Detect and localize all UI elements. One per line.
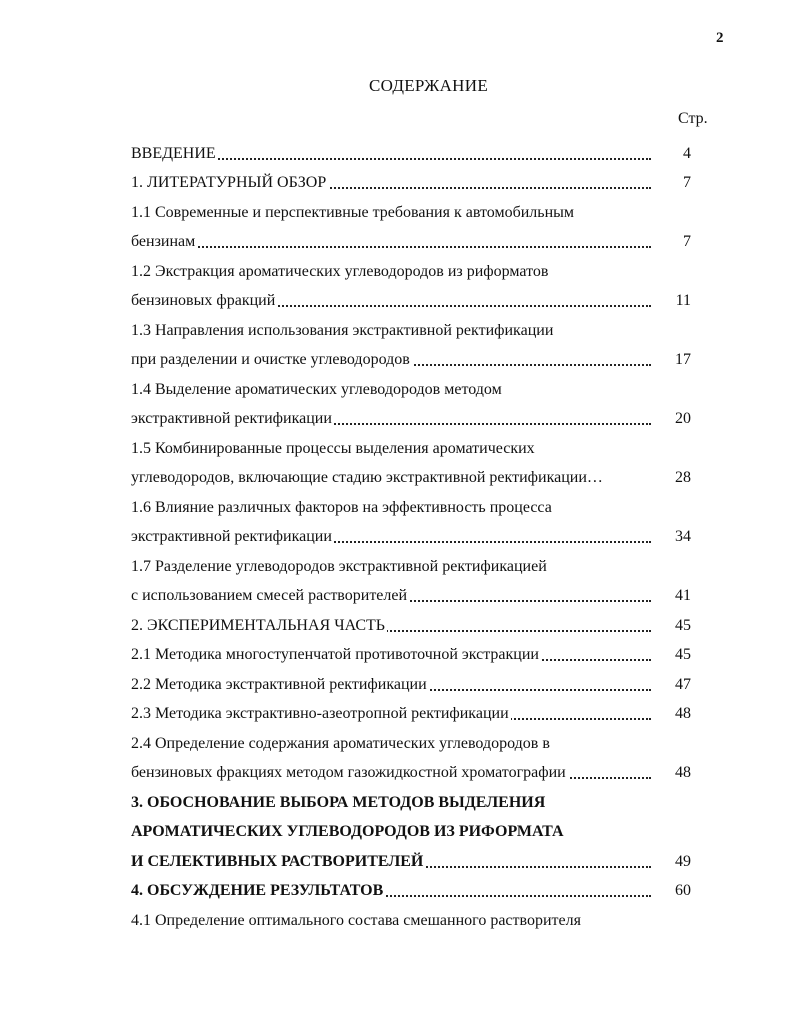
toc-entry-text: АРОМАТИЧЕСКИХ УГЛЕВОДОРОДОВ ИЗ РИФОРМАТА <box>131 823 564 840</box>
toc-entry-page: 28 <box>675 469 691 486</box>
toc-entry <box>131 879 691 903</box>
toc-entry-text: 1.1 Современные и перспективные требования к автомобильным <box>131 204 575 221</box>
toc-entry <box>131 171 691 195</box>
toc-entry-text: 2. ЭКСПЕРИМЕНТАЛЬНАЯ ЧАСТЬ <box>131 617 385 634</box>
toc-entry-page: 45 <box>675 617 691 634</box>
toc-entry-text: 3. ОБОСНОВАНИЕ ВЫБОРА МЕТОДОВ ВЫДЕЛЕНИЯ <box>131 794 546 811</box>
toc-entry-text: 1.6 Влияние различных факторов на эффективность процесса <box>131 499 552 516</box>
page-number: 2 <box>716 30 724 46</box>
toc-entry-text: 2.4 Определение содержания ароматических углеводородов в <box>131 735 550 752</box>
toc-entry <box>131 761 691 785</box>
toc-entry <box>131 319 691 343</box>
toc-entry-text: И СЕЛЕКТИВНЫХ РАСТВОРИТЕЛЕЙ <box>131 853 424 870</box>
toc-entry-page: 7 <box>683 233 691 250</box>
toc-entry-text: 2.2 Методика экстрактивной ректификации <box>131 676 427 693</box>
toc-entry <box>131 673 691 697</box>
toc-entry-page: 20 <box>675 410 691 427</box>
toc-entry-page: 41 <box>675 587 691 604</box>
page-title: СОДЕРЖАНИЕ <box>368 76 489 95</box>
toc-entry-text: углеводородов, включающие стадию экстрактивной ректификации… <box>131 469 603 486</box>
toc-entry-text: 1.7 Разделение углеводородов экстрактивной ректификацией <box>131 558 547 575</box>
toc-entry <box>131 909 691 933</box>
toc-entry <box>131 732 691 756</box>
toc-entry <box>131 142 691 166</box>
toc-entry-text: экстрактивной ректификации <box>131 528 332 545</box>
toc-entry-text: 2.3 Методика экстрактивно-азеотропной ректификации <box>131 705 509 722</box>
toc-entry <box>131 407 691 431</box>
toc-entry <box>131 614 691 638</box>
toc-entry <box>131 437 691 461</box>
toc-entry <box>131 289 691 313</box>
toc-entry-text: 1.3 Направления использования экстрактивной ректификации <box>131 322 554 339</box>
toc-entry-page: 4 <box>683 145 691 162</box>
toc-entry-text: 1.5 Комбинированные процессы выделения ароматических <box>131 440 535 457</box>
toc-entry-text: 1. ЛИТЕРАТУРНЫЙ ОБЗОР <box>131 174 327 191</box>
toc-entry-page: 17 <box>675 351 691 368</box>
toc-entry <box>131 230 691 254</box>
toc-entry-page: 47 <box>675 676 691 693</box>
toc-entry-page: 45 <box>675 646 691 663</box>
toc-entry-page: 48 <box>675 705 691 722</box>
toc-entry-text: 1.4 Выделение ароматических углеводородов методом <box>131 381 502 398</box>
toc-entry <box>131 525 691 549</box>
toc-entry-page: 48 <box>675 764 691 781</box>
toc-entry <box>131 260 691 284</box>
toc-entry-page: 7 <box>683 174 691 191</box>
toc-entry <box>131 378 691 402</box>
toc-entry <box>131 555 691 579</box>
toc-entry-page: 34 <box>675 528 691 545</box>
toc-entry-text: 4. ОБСУЖДЕНИЕ РЕЗУЛЬТАТОВ <box>131 882 384 899</box>
toc-entry <box>131 496 691 520</box>
toc-entry-text: бензиновых фракций <box>131 292 276 309</box>
page-column-label: Стр. <box>678 110 708 127</box>
toc-entry-text: 4.1 Определение оптимального состава смешанного растворителя <box>131 912 581 929</box>
toc-entry-text: бензиновых фракциях методом газожидкостной хроматографии <box>131 764 566 781</box>
toc-entry <box>131 820 691 844</box>
toc-entry-text: бензинам <box>131 233 196 250</box>
toc-entry <box>131 584 691 608</box>
toc-entry-text: экстрактивной ректификации <box>131 410 332 427</box>
toc-entry-page: 11 <box>675 292 691 309</box>
toc-entry-text: при разделении и очистке углеводородов <box>131 351 410 368</box>
toc-entry-page: 60 <box>675 882 691 899</box>
toc-entry <box>131 850 691 874</box>
toc-entry-page: 49 <box>675 853 691 870</box>
toc-entry-text: с использованием смесей растворителей <box>131 587 408 604</box>
toc-entry-text: 2.1 Методика многоступенчатой противоточной экстракции <box>131 646 539 663</box>
toc-entry <box>131 702 691 726</box>
toc-entry <box>131 791 691 815</box>
toc-entry-text: 1.2 Экстракция ароматических углеводородов из риформатов <box>131 263 549 280</box>
toc-entry <box>131 201 691 225</box>
toc-entry <box>131 348 691 372</box>
toc-entry <box>131 643 691 667</box>
toc-entry <box>131 466 691 490</box>
toc-entry-text: ВВЕДЕНИЕ <box>131 145 216 162</box>
